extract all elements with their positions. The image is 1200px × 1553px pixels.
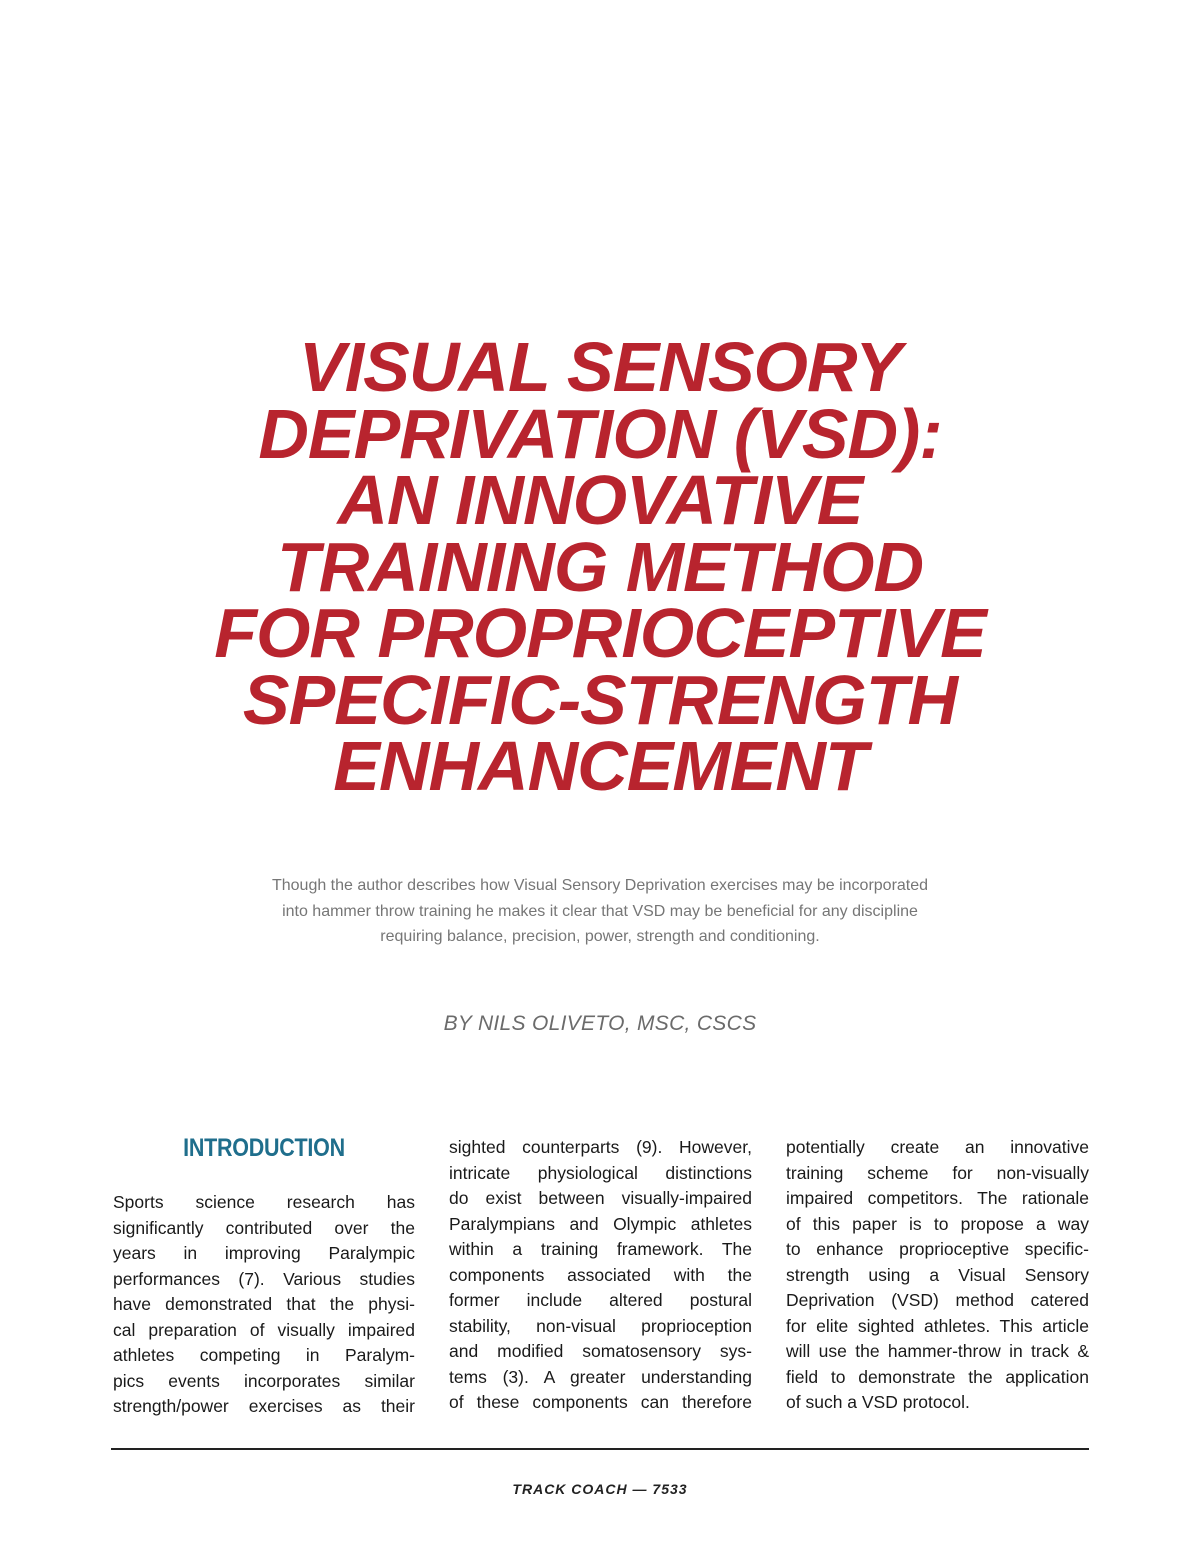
section-heading: INTRODUCTION	[183, 1134, 345, 1162]
body-line: within a training framework. The	[449, 1239, 752, 1259]
body-column-1	[113, 1190, 415, 1420]
body-line: and modified somatosensory sys-	[449, 1341, 752, 1361]
body-line: Deprivation (VSD) method catered	[786, 1290, 1089, 1310]
body-line: former include altered postural	[449, 1290, 752, 1310]
body-line: stability, non-visual proprioception	[449, 1315, 752, 1336]
body-line: years in improving Paralympic	[113, 1243, 415, 1263]
title-line: DEPRIVATION (VSD):	[258, 394, 942, 473]
footer-divider	[111, 1448, 1089, 1450]
body-line: significantly contributed over the	[113, 1217, 415, 1238]
body-line: Paralympians and Olympic athletes	[449, 1213, 752, 1234]
body-line: sighted counterparts (9). However,	[449, 1137, 752, 1157]
body-line: to enhance proprioceptive specific-	[786, 1239, 1089, 1259]
body-line: intricate physiological distinctions	[449, 1162, 752, 1183]
body-line: pics events incorporates similar	[113, 1370, 415, 1391]
body-line: performances (7). Various studies	[113, 1268, 415, 1289]
body-line: field to demonstrate the application	[786, 1366, 1089, 1387]
title-line: FOR PROPRIOCEPTIVE	[214, 594, 986, 672]
article-deck	[200, 873, 1000, 950]
deck-line: requiring balance, precision, power, strength and conditioning.	[380, 928, 820, 945]
body-line: strength using a Visual Sensory	[786, 1264, 1089, 1285]
body-line: of these components can therefore	[449, 1392, 752, 1412]
body-line: strength/power exercises as their	[113, 1396, 415, 1416]
title-line: VISUAL SENSORY	[299, 328, 901, 406]
body-line: tems (3). A greater understanding	[449, 1366, 752, 1387]
title-line: ENHANCEMENT	[333, 727, 867, 805]
article-title	[100, 328, 1100, 805]
body-line: components associated with the	[449, 1264, 752, 1285]
deck-line: Though the author describes how Visual Sensory Deprivation exercises may be incorporated	[271, 877, 929, 894]
title-line: SPECIFIC-STRENGTH	[242, 660, 958, 739]
body-line: athletes competing in Paralym-	[113, 1345, 415, 1365]
body-line: for elite sighted athletes. This article	[786, 1315, 1089, 1336]
body-line: of this paper is to propose a way	[786, 1213, 1089, 1234]
deck-line: into hammer throw training he makes it clear that VSD may be beneficial for any discipline	[282, 902, 918, 920]
body-line: will use the hammer-throw in track &	[786, 1341, 1089, 1361]
page-footer: TRACK COACH — 7533	[512, 1481, 688, 1497]
body-line: do exist between visually-impaired	[449, 1188, 752, 1208]
body-line: of such a VSD protocol.	[786, 1392, 970, 1412]
body-column-3	[786, 1135, 1089, 1416]
author-byline: BY NILS OLIVETO, MSC, CSCS	[443, 1012, 757, 1035]
body-column-2	[449, 1135, 752, 1416]
body-line: training scheme for non-visually	[786, 1162, 1089, 1183]
body-line: potentially create an innovative	[786, 1137, 1089, 1157]
body-line: cal preparation of visually impaired	[113, 1319, 415, 1340]
body-line: impaired competitors. The rationale	[786, 1188, 1089, 1208]
body-line: have demonstrated that the physi-	[113, 1294, 415, 1314]
title-line: TRAINING METHOD	[276, 527, 924, 606]
body-line: Sports science research has	[113, 1192, 415, 1212]
title-line: AN INNOVATIVE	[337, 461, 863, 539]
